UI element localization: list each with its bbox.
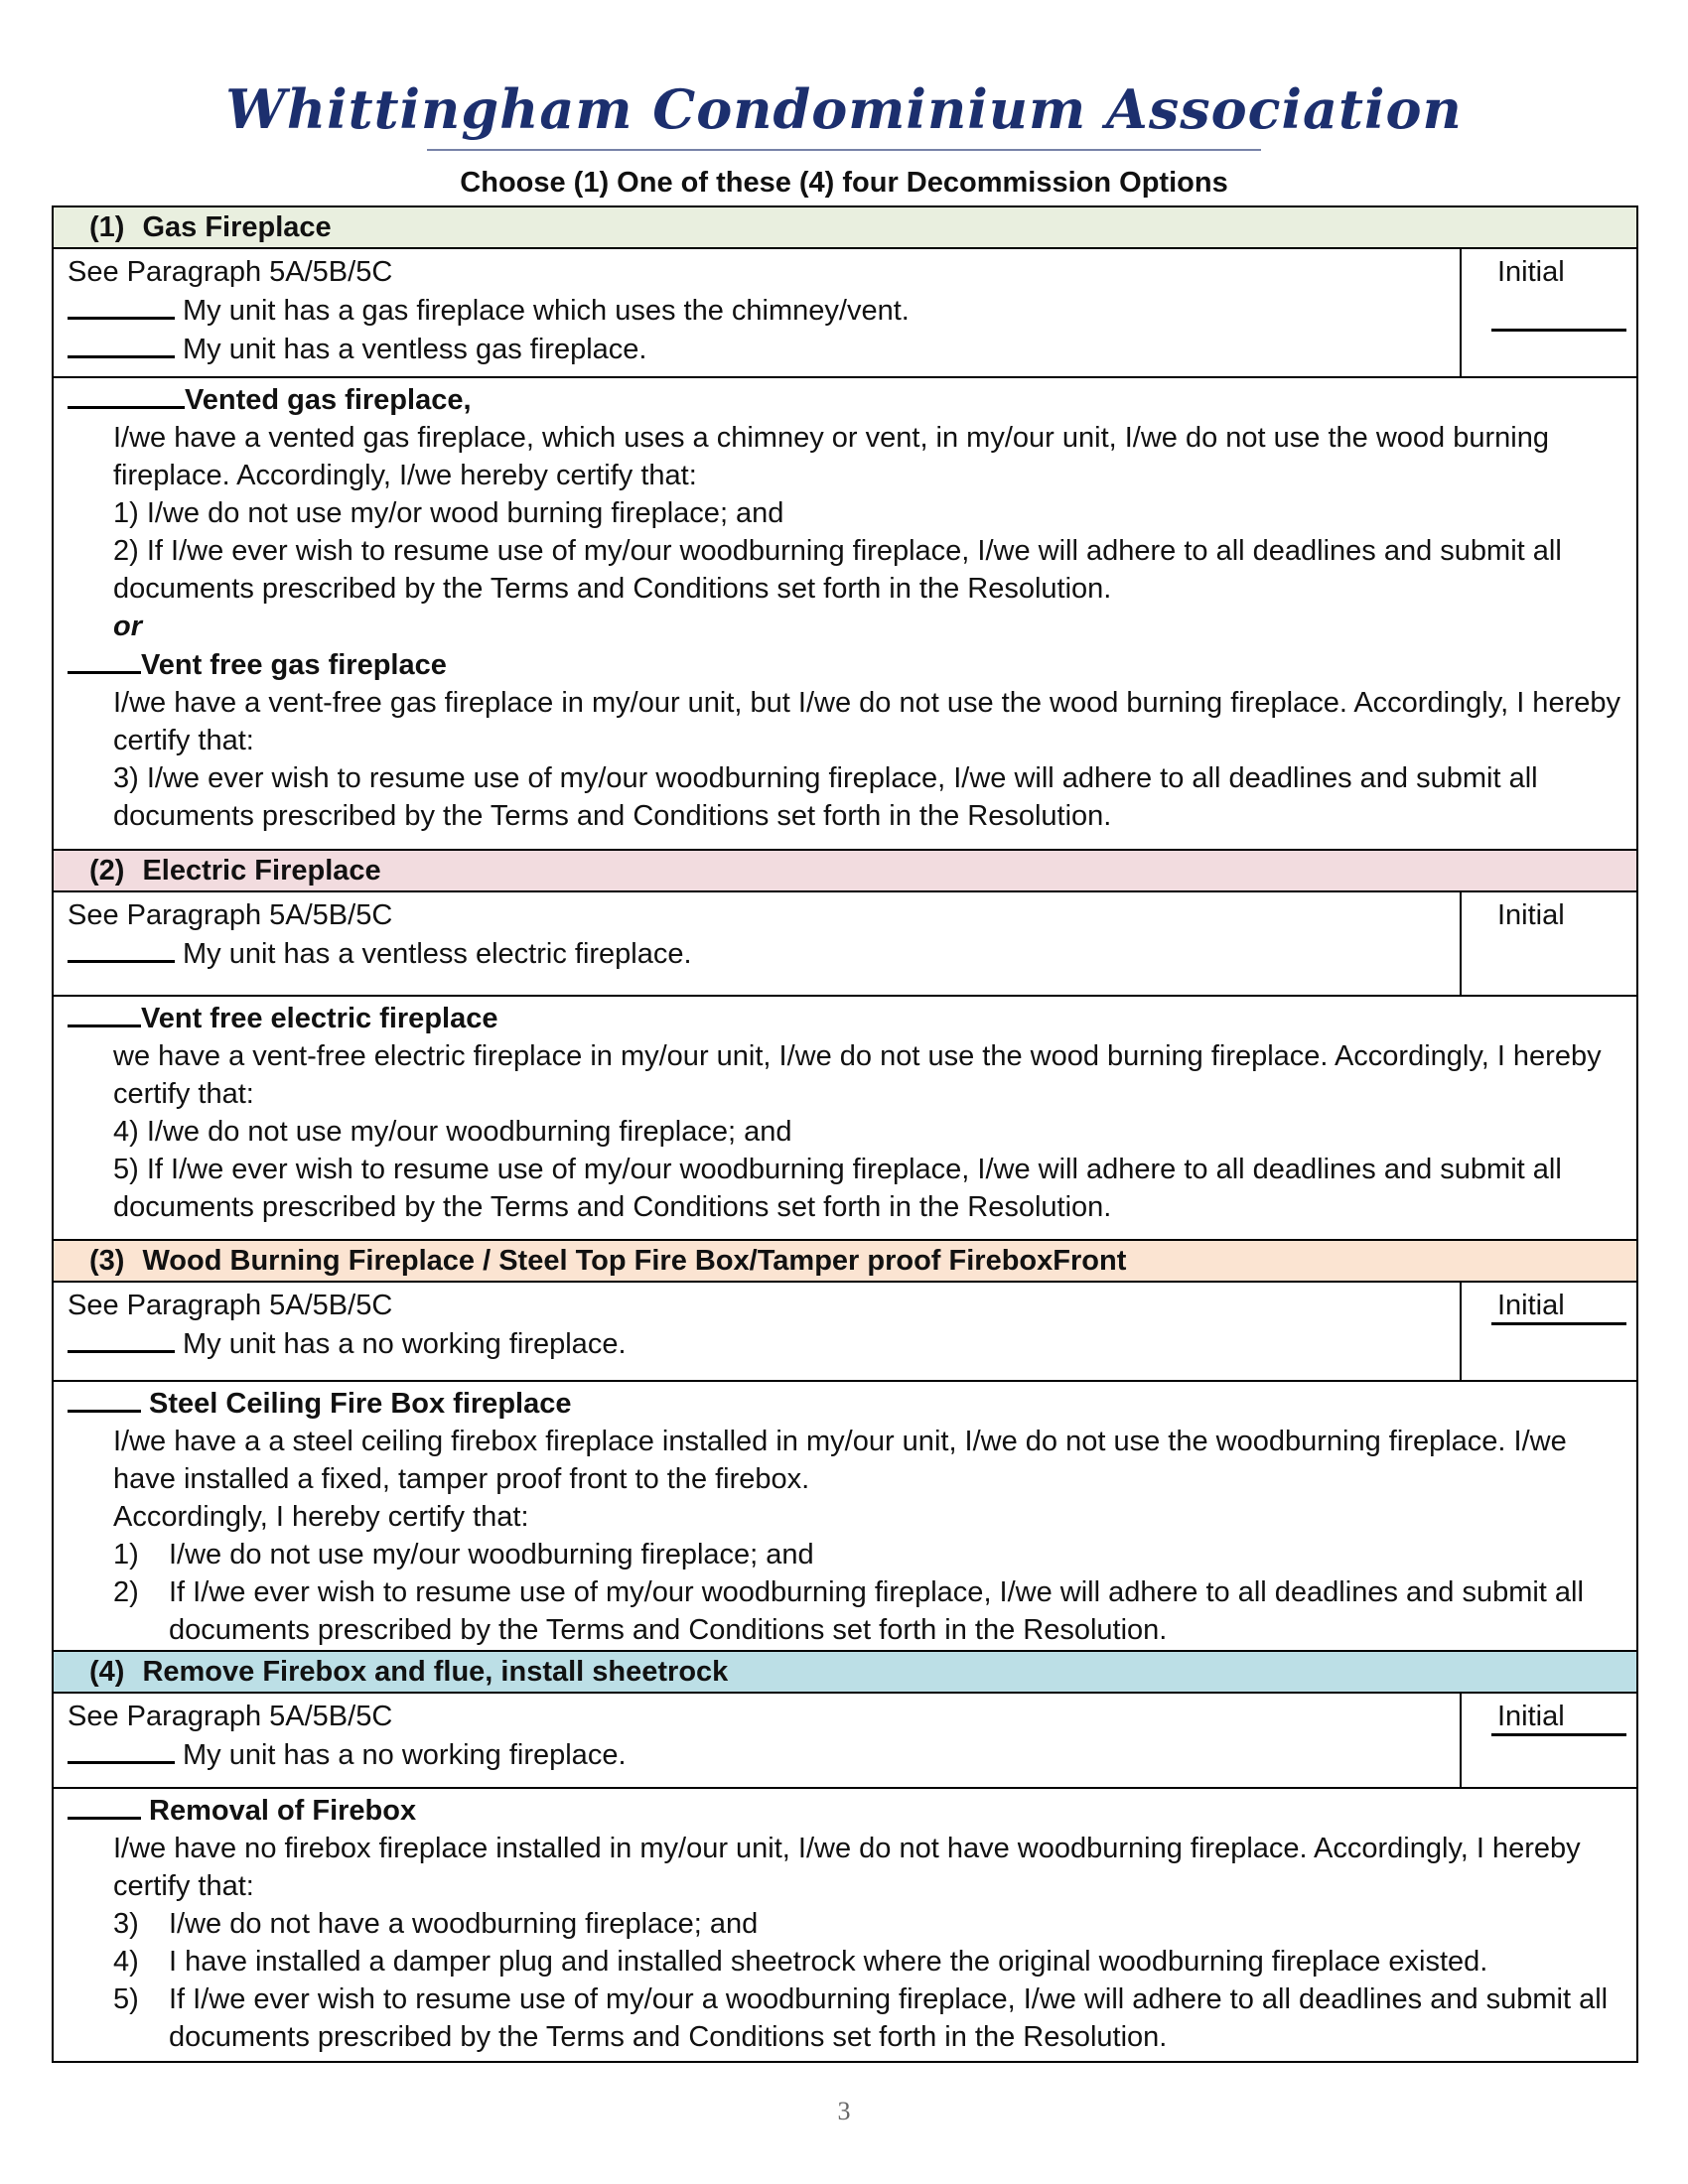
option-text: I/we have a vent-free gas fireplace in my/our unit, but I/we do not use the wood burning fireplace. Accordingly, I hereby certify that: <box>113 687 1620 756</box>
section-3-header <box>54 1241 1636 1283</box>
decommission-options-form <box>52 205 1638 2063</box>
see-paragraph: See Paragraph 5A/5B/5C <box>68 1290 393 1321</box>
option-blank[interactable] <box>68 1791 141 1820</box>
option-blank[interactable] <box>68 645 141 674</box>
certify-item: 3) I/we do not have a woodburning fireplace; and <box>113 1908 759 1940</box>
option-text: we have a vent-free electric fireplace in my/our unit, I/we do not use the wood burning fireplace. Accordingly, I hereby certify that: <box>113 1040 1602 1110</box>
option-blank[interactable] <box>68 1384 141 1413</box>
form-subtitle: Choose (1) One of these (4) four Decommission Options <box>460 167 1228 199</box>
option-heading: Vent free gas fireplace <box>68 645 1622 684</box>
option-text: Accordingly, I hereby certify that: <box>113 1501 529 1533</box>
certify-item: 4) I/we do not use my/our woodburning fireplace; and <box>113 1116 792 1148</box>
option-blank[interactable] <box>68 934 175 963</box>
section-1-header <box>54 207 1636 249</box>
initial-field[interactable] <box>1491 1733 1626 1736</box>
section-2-body <box>54 997 1636 1241</box>
section-4-body <box>54 1789 1636 2061</box>
section-number: (2) <box>89 855 125 887</box>
initial-label: Initial <box>1497 1290 1565 1321</box>
certify-item: 2) If I/we ever wish to resume use of my/our woodburning fireplace, I/we will adhere to all deadlines and submit all documents prescribed by the Terms and Conditions set forth in the Resolution. <box>113 1576 1584 1646</box>
certify-item: 4) I have installed a damper plug and installed sheetrock where the original woodburning fireplace existed. <box>113 1946 1488 1978</box>
option-blank[interactable] <box>68 1735 175 1764</box>
section-4-initial-row <box>54 1694 1636 1789</box>
certify-item: 3) I/we ever wish to resume use of my/our woodburning fireplace, I/we will adhere to all deadlines and submit all documents prescribed by the Terms and Conditions set forth in the Resolution. <box>113 762 1538 832</box>
initial-label: Initial <box>1497 899 1565 931</box>
option-blank[interactable] <box>68 291 175 320</box>
see-paragraph: See Paragraph 5A/5B/5C <box>68 1701 393 1732</box>
section-title: Remove Firebox and flue, install sheetrock <box>142 1656 729 1688</box>
section-1-body <box>54 378 1636 851</box>
option-blank[interactable] <box>68 380 185 409</box>
section-2-header <box>54 851 1636 892</box>
page-number: 3 <box>837 2097 851 2125</box>
section-title: Wood Burning Fireplace / Steel Top Fire Box/Tamper proof FireboxFront <box>142 1245 1127 1277</box>
certify-item: 5) If I/we ever wish to resume use of my/our woodburning fireplace, I/we will adhere to all deadlines and submit all documents prescribed by the Terms and Conditions set forth in the Resolution. <box>113 1154 1562 1223</box>
option-line: My unit has a ventless gas fireplace. <box>68 330 1460 368</box>
option-blank[interactable] <box>68 999 141 1027</box>
section-number: (1) <box>89 211 125 243</box>
initial-field[interactable] <box>1491 1322 1626 1325</box>
option-text: I/we have no firebox fireplace installed in my/our unit, I/we do not have woodburning fireplace. Accordingly, I hereby certify that: <box>113 1833 1581 1902</box>
section-number: (3) <box>89 1245 125 1277</box>
section-3-body <box>54 1382 1636 1652</box>
see-paragraph: See Paragraph 5A/5B/5C <box>68 256 393 288</box>
association-logo: Whittingham Condominium Association <box>225 77 1463 141</box>
logo-underline <box>427 149 1261 151</box>
option-line: My unit has a gas fireplace which uses the chimney/vent. <box>68 291 1460 330</box>
option-blank[interactable] <box>68 1324 175 1353</box>
section-1-initial-row <box>54 249 1636 378</box>
option-text: I/we have a a steel ceiling firebox fireplace installed in my/our unit, I/we do not use the woodburning fireplace. I/we have installed a fixed, tamper proof front to the firebox. <box>113 1426 1567 1495</box>
see-paragraph: See Paragraph 5A/5B/5C <box>68 899 393 931</box>
option-heading: Steel Ceiling Fire Box fireplace <box>68 1384 1622 1423</box>
or-text: or <box>113 611 142 642</box>
initial-label: Initial <box>1497 256 1565 288</box>
initial-field[interactable] <box>1491 329 1626 332</box>
section-2-initial-row <box>54 892 1636 997</box>
certify-item: 1) I/we do not use my/our woodburning fireplace; and <box>113 1539 814 1570</box>
option-line: My unit has a no working fireplace. <box>68 1735 1460 1774</box>
certify-item: 5) If I/we ever wish to resume use of my/our a woodburning fireplace, I/we will adhere to all deadlines and submit all documents prescribed by the Terms and Conditions set forth in the Resolution. <box>113 1983 1609 2053</box>
option-blank[interactable] <box>68 330 175 358</box>
option-heading: Vent free electric fireplace <box>68 999 1622 1037</box>
initial-label: Initial <box>1497 1701 1565 1732</box>
certify-item: 2) If I/we ever wish to resume use of my/our woodburning fireplace, I/we will adhere to all deadlines and submit all documents prescribed by the Terms and Conditions set forth in the Resolution. <box>113 535 1562 605</box>
section-4-header <box>54 1652 1636 1694</box>
option-line: My unit has a no working fireplace. <box>68 1324 1460 1363</box>
option-line: My unit has a ventless electric fireplace. <box>68 934 1460 973</box>
section-title: Electric Fireplace <box>142 855 381 887</box>
section-number: (4) <box>89 1656 125 1688</box>
option-heading: Vented gas fireplace, <box>68 380 1622 419</box>
certify-item: 1) I/we do not use my/or wood burning fireplace; and <box>113 497 784 529</box>
section-3-initial-row <box>54 1283 1636 1382</box>
option-heading: Removal of Firebox <box>68 1791 1622 1830</box>
section-title: Gas Fireplace <box>142 211 332 243</box>
option-text: I/we have a vented gas fireplace, which uses a chimney or vent, in my/our unit, I/we do not use the wood burning fireplace. Accordingly, I/we hereby certify that: <box>113 422 1549 491</box>
